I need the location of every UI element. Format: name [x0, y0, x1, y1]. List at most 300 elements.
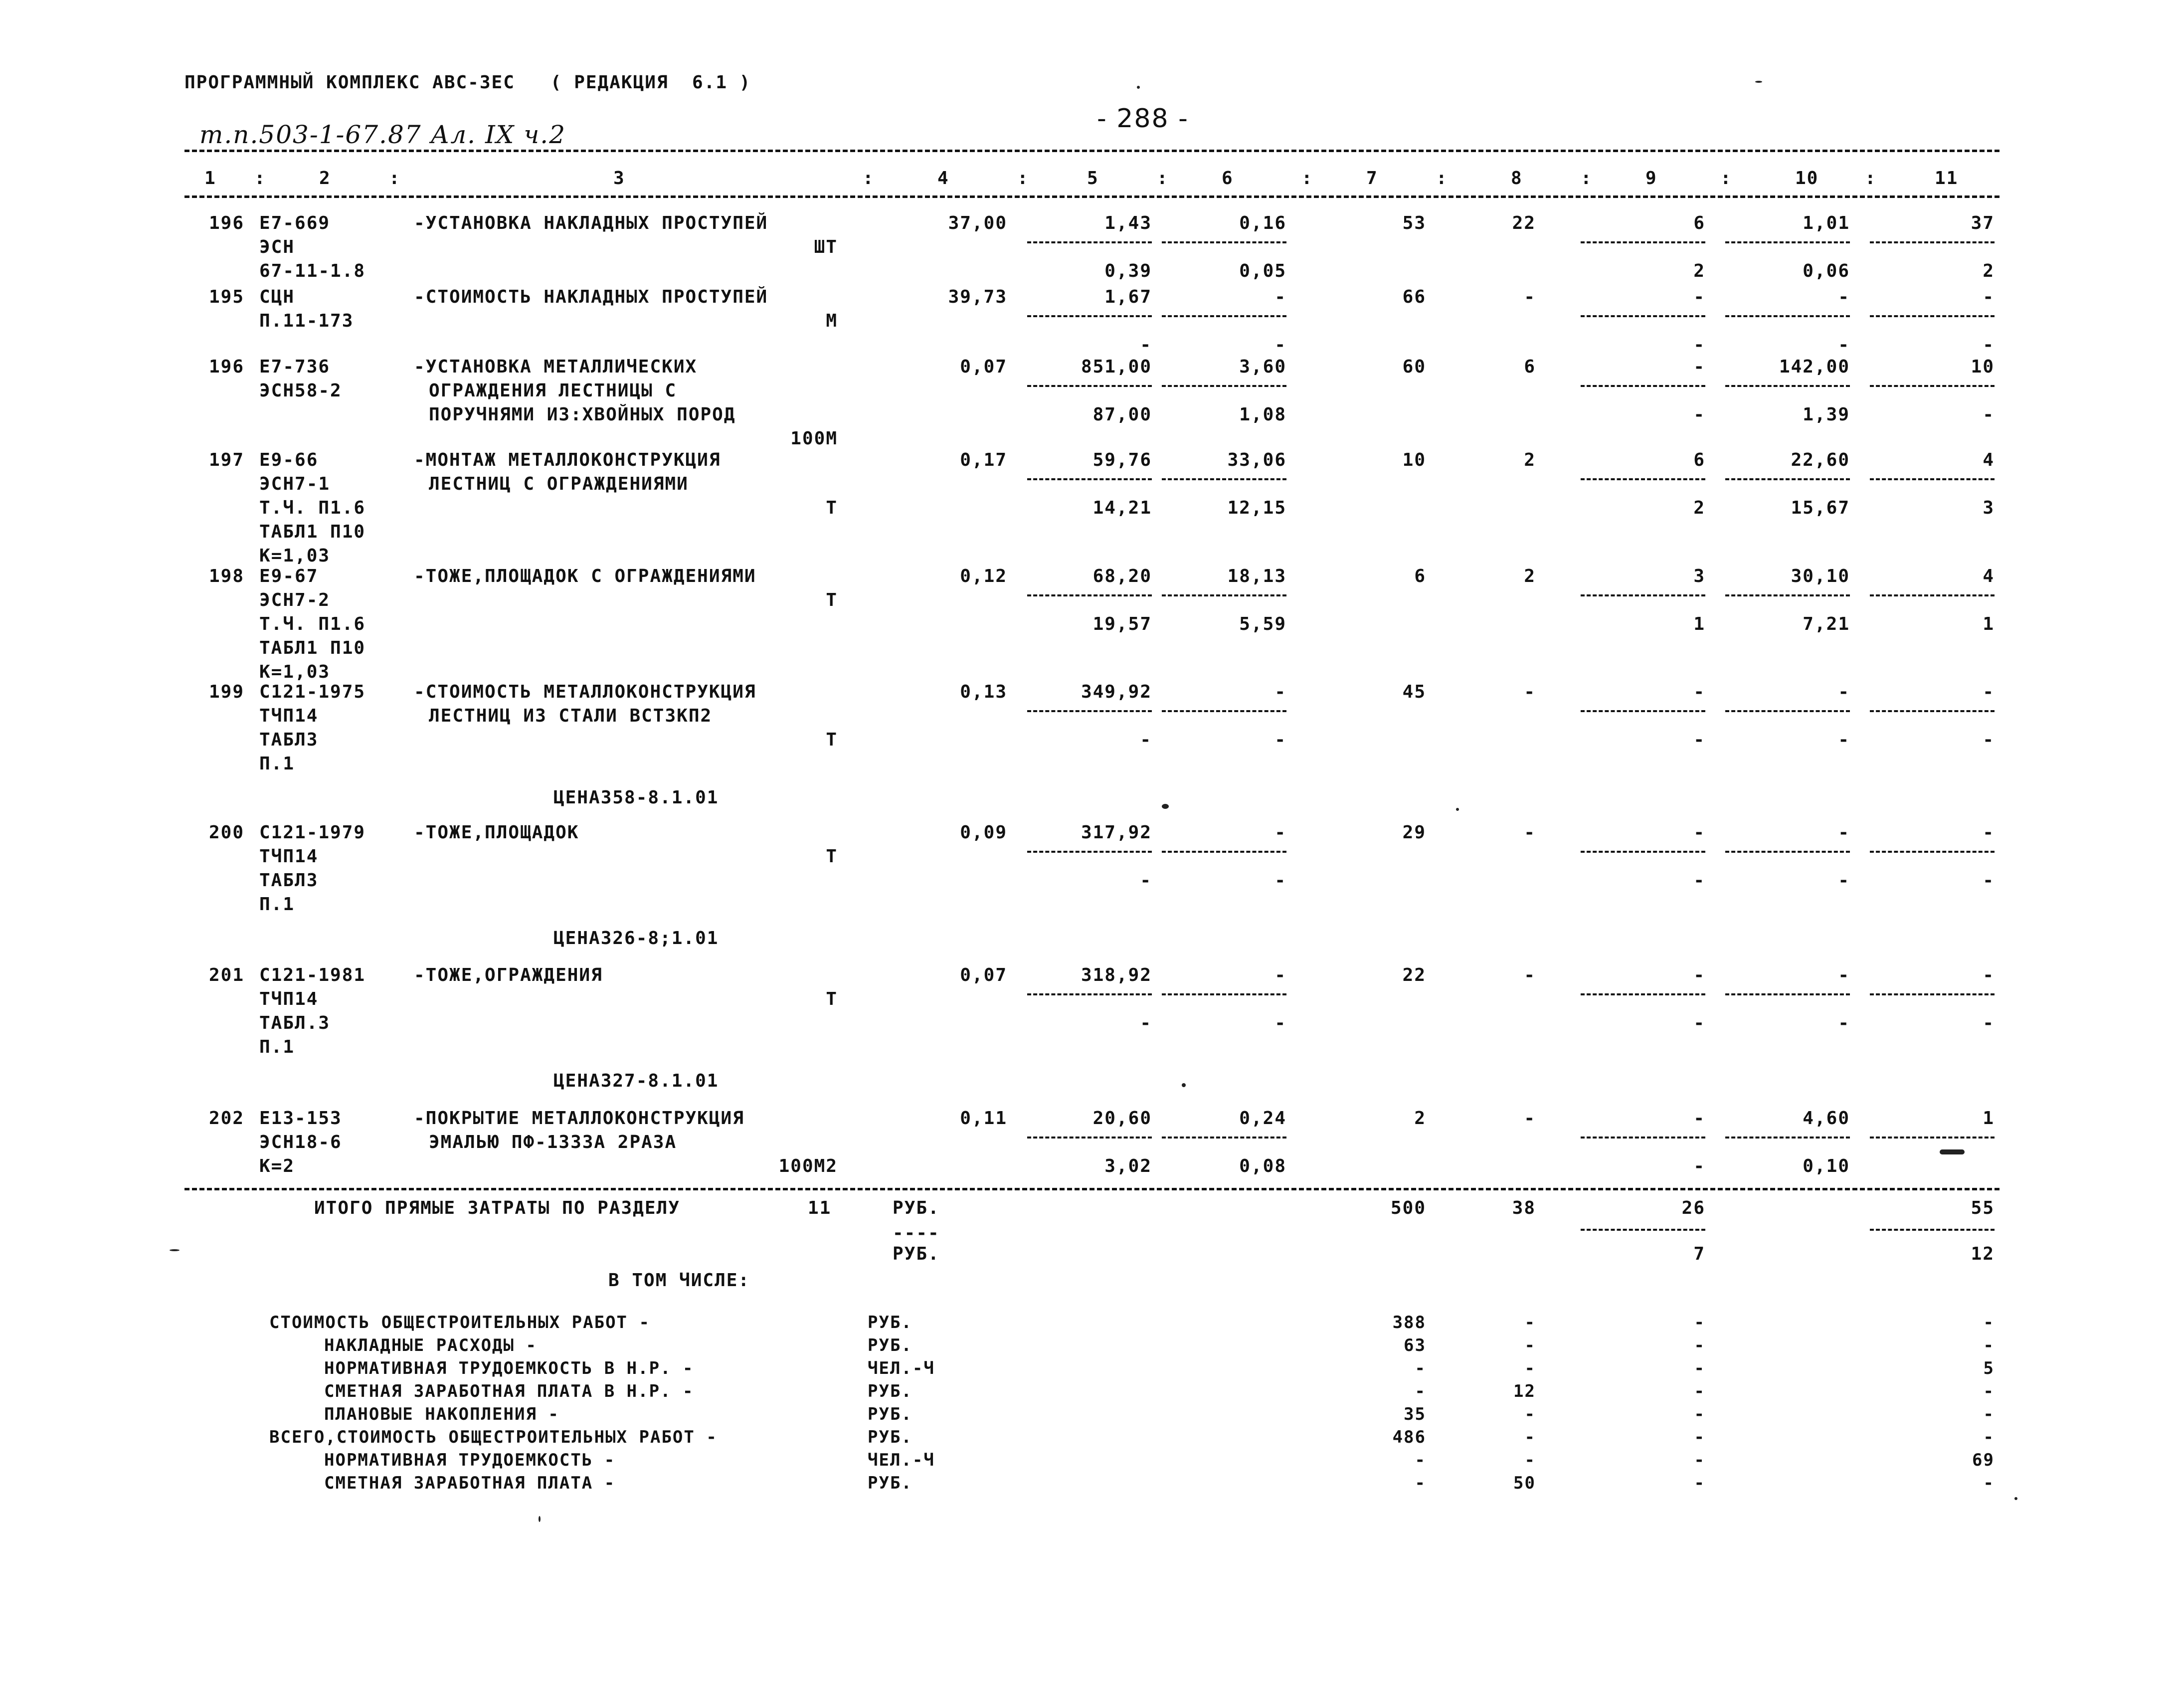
- row-quantity: 0,07: [960, 965, 1007, 985]
- breakdown-label: СМЕТНАЯ ЗАРАБОТНАЯ ПЛАТА В Н.Р. -: [324, 1381, 694, 1401]
- totals-label: ИТОГО ПРЯМЫЕ ЗАТРАТЫ ПО РАЗДЕЛУ: [314, 1198, 680, 1218]
- breakdown-label: НОРМАТИВНАЯ ТРУДОЕМКОСТЬ -: [324, 1450, 616, 1470]
- row-unit: 100М: [790, 428, 838, 449]
- row-c6-top: -: [1274, 682, 1286, 702]
- scan-speck: [170, 1249, 180, 1251]
- breakdown-col8: -: [1524, 1358, 1536, 1378]
- breakdown-col9: -: [1694, 1358, 1705, 1378]
- row-c9-top: 3: [1693, 566, 1705, 586]
- breakdown-unit: РУБ.: [868, 1335, 912, 1355]
- row-c6-top: 0,24: [1239, 1108, 1286, 1129]
- row-c9-bottom: -: [1693, 1156, 1705, 1176]
- column-number-2: 2: [319, 168, 331, 189]
- breakdown-col7: -: [1415, 1381, 1426, 1401]
- row-c10-rule: [1725, 710, 1850, 712]
- row-price-reference: ЦЕНА327-8.1.01: [553, 1071, 719, 1091]
- column-separator: :: [1157, 168, 1169, 189]
- row-col7: 53: [1402, 213, 1426, 233]
- row-c10-bottom: -: [1838, 730, 1850, 750]
- row-code-line: Т.Ч. П1.6: [259, 614, 366, 634]
- row-name-line: -ПОКРЫТИЕ МЕТАЛЛОКОНСТРУКЦИЯ: [414, 1108, 744, 1129]
- breakdown-unit: ЧЕЛ.-Ч: [868, 1358, 935, 1378]
- row-col7: 2: [1414, 1108, 1426, 1129]
- row-c10-top: -: [1838, 822, 1850, 843]
- row-c9-top: -: [1693, 287, 1705, 307]
- row-code-line: К=2: [259, 1156, 295, 1176]
- row-c9-bottom: -: [1693, 1013, 1705, 1033]
- row-code-line: ЭСН58-2: [259, 380, 342, 401]
- row-c6-top: 3,60: [1239, 357, 1286, 377]
- row-c5-bottom: 0,39: [1104, 261, 1152, 281]
- row-code-line: Е13-153: [259, 1108, 342, 1129]
- column-number-6: 6: [1222, 168, 1234, 189]
- breakdown-col8: -: [1524, 1450, 1536, 1470]
- row-c11-bottom: -: [1983, 870, 1995, 891]
- row-c6-bottom: -: [1274, 1013, 1286, 1033]
- row-c9-rule: [1581, 385, 1705, 387]
- scan-speck: [1755, 81, 1762, 83]
- row-c10-top: 22,60: [1791, 450, 1850, 470]
- row-quantity: 0,07: [960, 357, 1007, 377]
- row-c5-rule: [1027, 241, 1152, 243]
- totals-col11-bottom: 12: [1971, 1244, 1995, 1264]
- row-col7: 6: [1414, 566, 1426, 586]
- row-c10-rule: [1725, 851, 1850, 853]
- row-c11-bottom: -: [1983, 1013, 1995, 1033]
- row-c11-top: 4: [1983, 450, 1995, 470]
- row-name-line: ОГРАЖДЕНИЯ ЛЕСТНИЦЫ С: [429, 380, 677, 401]
- row-c9-rule: [1581, 851, 1705, 853]
- breakdown-col11: -: [1983, 1313, 1995, 1332]
- row-c6-rule: [1162, 478, 1286, 480]
- row-name-line: ЛЕСТНИЦ ИЗ СТАЛИ ВСТЗКП2: [429, 706, 713, 726]
- row-code-line: С121-1979: [259, 822, 366, 843]
- breakdown-col9: -: [1694, 1450, 1705, 1470]
- breakdown-col9: -: [1694, 1335, 1705, 1355]
- row-name-line: ЭМАЛЬЮ ПФ-133ЗА 2РАЗА: [429, 1132, 677, 1152]
- row-c5-rule: [1027, 710, 1152, 712]
- row-quantity: 0,11: [960, 1108, 1007, 1129]
- row-name-line: -СТОИМОСТЬ НАКЛАДНЫХ ПРОСТУПЕЙ: [414, 287, 768, 307]
- row-code-line: 67-11-1.8: [259, 261, 366, 281]
- row-number: 195: [208, 287, 244, 307]
- row-c9-rule: [1581, 1137, 1705, 1139]
- row-c6-rule: [1162, 385, 1286, 387]
- row-c10-rule: [1725, 241, 1850, 243]
- row-name-line: -МОНТАЖ МЕТАЛЛОКОНСТРУКЦИЯ: [414, 450, 721, 470]
- row-c10-rule: [1725, 315, 1850, 317]
- breakdown-label: НАКЛАДНЫЕ РАСХОДЫ -: [324, 1335, 537, 1355]
- row-c10-rule: [1725, 594, 1850, 596]
- breakdown-col9: -: [1694, 1473, 1705, 1493]
- breakdown-col7: -: [1415, 1450, 1426, 1470]
- scan-speck: [1162, 804, 1169, 809]
- row-name-line: -ТОЖЕ,ОГРАЖДЕНИЯ: [414, 965, 603, 985]
- row-c11-rule: [1870, 478, 1995, 480]
- row-c10-top: 30,10: [1791, 566, 1850, 586]
- header-top-rule: [184, 150, 1999, 152]
- row-c10-top: 4,60: [1803, 1108, 1850, 1129]
- row-c10-rule: [1725, 1137, 1850, 1139]
- row-col8: 2: [1524, 450, 1536, 470]
- row-code-line: ТАБЛ1 П10: [259, 522, 366, 542]
- row-name-line: ПОРУЧНЯМИ ИЗ:ХВОЙНЫХ ПОРОД: [429, 404, 736, 425]
- row-col8: 6: [1524, 357, 1536, 377]
- row-c11-rule: [1870, 241, 1995, 243]
- row-number: 197: [208, 450, 244, 470]
- row-c6-top: 0,16: [1239, 213, 1286, 233]
- breakdown-unit: РУБ.: [868, 1473, 912, 1493]
- row-c6-bottom: -: [1274, 870, 1286, 891]
- row-c6-bottom: 0,05: [1239, 261, 1286, 281]
- row-code-line: ЭСН18-6: [259, 1132, 342, 1152]
- row-c9-bottom: 2: [1693, 498, 1705, 518]
- column-number-3: 3: [613, 168, 625, 189]
- breakdown-col9: -: [1694, 1381, 1705, 1401]
- column-separator: :: [1017, 168, 1029, 189]
- breakdown-col8: -: [1524, 1404, 1536, 1424]
- row-c5-top: 59,76: [1092, 450, 1152, 470]
- column-number-4: 4: [937, 168, 949, 189]
- column-separator: :: [1301, 168, 1313, 189]
- scan-speck: [2014, 1497, 2017, 1500]
- row-c10-bottom: -: [1838, 1013, 1850, 1033]
- row-c6-rule: [1162, 315, 1286, 317]
- breakdown-col9: -: [1694, 1313, 1705, 1332]
- row-c5-rule: [1027, 993, 1152, 995]
- totals-unit-2: РУБ.: [893, 1244, 940, 1264]
- scan-speck: [1182, 1083, 1186, 1087]
- breakdown-label: ПЛАНОВЫЕ НАКОПЛЕНИЯ -: [324, 1404, 559, 1424]
- column-separator: :: [1436, 168, 1448, 189]
- row-c9-top: -: [1693, 1108, 1705, 1129]
- row-c9-bottom: 1: [1693, 614, 1705, 634]
- row-c6-bottom: 12,15: [1227, 498, 1286, 518]
- totals-col9-rule: [1581, 1229, 1705, 1231]
- column-separator: :: [389, 168, 401, 189]
- breakdown-col7: 388: [1392, 1313, 1426, 1332]
- row-col8: -: [1524, 682, 1536, 702]
- row-c10-bottom: -: [1838, 335, 1850, 355]
- row-price-reference: ЦЕНА326-8;1.01: [553, 928, 719, 949]
- row-c9-rule: [1581, 241, 1705, 243]
- row-c5-top: 20,60: [1092, 1108, 1152, 1129]
- column-number-10: 10: [1795, 168, 1819, 189]
- row-code-line: ТЧП14: [259, 706, 319, 726]
- row-c5-top: 318,92: [1081, 965, 1152, 985]
- row-code-line: П.1: [259, 1037, 295, 1057]
- row-c11-top: 1: [1983, 1108, 1995, 1129]
- row-c6-top: -: [1274, 287, 1286, 307]
- breakdown-unit: ЧЕЛ.-Ч: [868, 1450, 935, 1470]
- column-separator: :: [1581, 168, 1593, 189]
- row-c10-top: 1,01: [1803, 213, 1850, 233]
- totals-unit-sep: ----: [893, 1223, 940, 1243]
- totals-section-number: 11: [808, 1198, 832, 1218]
- breakdown-col9: -: [1694, 1404, 1705, 1424]
- breakdown-col11: -: [1983, 1381, 1995, 1401]
- row-number: 199: [208, 682, 244, 702]
- row-c10-rule: [1725, 993, 1850, 995]
- breakdown-label: СМЕТНАЯ ЗАРАБОТНАЯ ПЛАТА -: [324, 1473, 616, 1493]
- row-c9-bottom: -: [1693, 335, 1705, 355]
- scan-speck: [1456, 808, 1459, 811]
- row-c5-top: 349,92: [1081, 682, 1152, 702]
- row-c5-bottom: -: [1140, 335, 1152, 355]
- row-c11-bottom: 3: [1983, 498, 1995, 518]
- row-c11-rule: [1870, 594, 1995, 596]
- breakdown-col8: 50: [1513, 1473, 1536, 1493]
- row-c6-bottom: 0,08: [1239, 1156, 1286, 1176]
- row-c11-top: 37: [1971, 213, 1995, 233]
- row-code-line: К=1,03: [259, 546, 331, 566]
- page-number: - 288 -: [1097, 104, 1189, 134]
- row-c10-bottom: 15,67: [1791, 498, 1850, 518]
- row-c6-bottom: -: [1274, 335, 1286, 355]
- row-number: 200: [208, 822, 244, 843]
- row-name-line: -ТОЖЕ,ПЛОЩАДОК: [414, 822, 579, 843]
- breakdown-col8: -: [1524, 1427, 1536, 1447]
- column-number-11: 11: [1935, 168, 1959, 189]
- row-unit: Т: [826, 730, 838, 750]
- totals-unit-1: РУБ.: [893, 1198, 940, 1218]
- column-separator: :: [1720, 168, 1732, 189]
- breakdown-col9: -: [1694, 1427, 1705, 1447]
- row-code-line: ЭСН: [259, 237, 295, 257]
- row-c5-rule: [1027, 851, 1152, 853]
- breakdown-unit: РУБ.: [868, 1404, 912, 1424]
- row-number: 201: [208, 965, 244, 985]
- scan-speck: [1137, 86, 1140, 89]
- row-col8: -: [1524, 1108, 1536, 1129]
- row-unit: Т: [826, 498, 838, 518]
- row-c9-top: -: [1693, 965, 1705, 985]
- row-c5-rule: [1027, 315, 1152, 317]
- project-reference: т.п.503-1-67.87 Ал. IX ч.2: [199, 120, 566, 149]
- row-c5-bottom: 3,02: [1104, 1156, 1152, 1176]
- row-c9-top: 6: [1693, 450, 1705, 470]
- breakdown-col11: 69: [1972, 1450, 1995, 1470]
- row-c11-top: -: [1983, 682, 1995, 702]
- row-name-line: ЛЕСТНИЦ С ОГРАЖДЕНИЯМИ: [429, 474, 689, 494]
- row-c6-rule: [1162, 851, 1286, 853]
- row-price-reference: ЦЕНА358-8.1.01: [553, 787, 719, 808]
- row-col7: 10: [1402, 450, 1426, 470]
- breakdown-label: ВСЕГО,СТОИМОСТЬ ОБЩЕСТРОИТЕЛЬНЫХ РАБОТ -: [269, 1427, 718, 1447]
- row-c5-rule: [1027, 1137, 1152, 1139]
- row-col7: 60: [1402, 357, 1426, 377]
- row-c5-bottom: 14,21: [1092, 498, 1152, 518]
- scan-speck: [1940, 1149, 1965, 1154]
- row-c11-rule: [1870, 315, 1995, 317]
- column-number-8: 8: [1511, 168, 1523, 189]
- row-c10-bottom: 7,21: [1803, 614, 1850, 634]
- breakdown-label: СТОИМОСТЬ ОБЩЕСТРОИТЕЛЬНЫХ РАБОТ -: [269, 1313, 650, 1332]
- header-bottom-rule: [184, 195, 1999, 198]
- row-c6-top: 18,13: [1227, 566, 1286, 586]
- row-code-line: ЭСН7-2: [259, 590, 331, 610]
- row-col8: -: [1524, 965, 1536, 985]
- row-c11-rule: [1870, 710, 1995, 712]
- breakdown-col7: 63: [1404, 1335, 1426, 1355]
- row-code-line: Т.Ч. П1.6: [259, 498, 366, 518]
- row-quantity: 0,09: [960, 822, 1007, 843]
- row-c11-rule: [1870, 851, 1995, 853]
- totals-col8: 38: [1512, 1198, 1536, 1218]
- row-c9-rule: [1581, 594, 1705, 596]
- row-name-line: -УСТАНОВКА НАКЛАДНЫХ ПРОСТУПЕЙ: [414, 213, 768, 233]
- row-c5-top: 851,00: [1081, 357, 1152, 377]
- totals-col11-top: 55: [1971, 1198, 1995, 1218]
- row-c5-top: 317,92: [1081, 822, 1152, 843]
- row-col8: -: [1524, 822, 1536, 843]
- row-c6-rule: [1162, 594, 1286, 596]
- row-code-line: ТАБЛ3: [259, 730, 319, 750]
- body-bottom-rule: [184, 1188, 1999, 1190]
- row-c5-top: 68,20: [1092, 566, 1152, 586]
- breakdown-col8: 12: [1513, 1381, 1536, 1401]
- breakdown-label: НОРМАТИВНАЯ ТРУДОЕМКОСТЬ В Н.Р. -: [324, 1358, 694, 1378]
- row-c10-bottom: -: [1838, 870, 1850, 891]
- row-c11-top: -: [1983, 965, 1995, 985]
- row-c5-bottom: -: [1140, 870, 1152, 891]
- row-c6-rule: [1162, 993, 1286, 995]
- row-c5-top: 1,43: [1104, 213, 1152, 233]
- row-c6-bottom: 5,59: [1239, 614, 1286, 634]
- row-c10-rule: [1725, 385, 1850, 387]
- row-code-line: П.11-173: [259, 311, 354, 331]
- row-code-line: ТАБЛ.3: [259, 1013, 331, 1033]
- row-unit: Т: [826, 846, 838, 867]
- row-c10-top: -: [1838, 965, 1850, 985]
- row-code-line: ТЧП14: [259, 846, 319, 867]
- row-c11-bottom: -: [1983, 335, 1995, 355]
- row-c5-rule: [1027, 478, 1152, 480]
- row-name-line: -ТОЖЕ,ПЛОЩАДОК С ОГРАЖДЕНИЯМИ: [414, 566, 756, 586]
- column-number-9: 9: [1645, 168, 1657, 189]
- row-col8: 22: [1512, 213, 1536, 233]
- including-label: В ТОМ ЧИСЛЕ:: [608, 1270, 750, 1291]
- row-c11-top: 10: [1971, 357, 1995, 377]
- row-c11-bottom: 2: [1983, 261, 1995, 281]
- row-c11-rule: [1870, 385, 1995, 387]
- row-c11-rule: [1870, 993, 1995, 995]
- breakdown-col11: -: [1983, 1404, 1995, 1424]
- row-name-line: -УСТАНОВКА МЕТАЛЛИЧЕСКИХ: [414, 357, 698, 377]
- totals-col7: 500: [1390, 1198, 1426, 1218]
- row-c9-rule: [1581, 315, 1705, 317]
- breakdown-col7: -: [1415, 1358, 1426, 1378]
- totals-col9-bottom: 7: [1693, 1244, 1705, 1264]
- breakdown-col11: -: [1983, 1473, 1995, 1493]
- row-col7: 45: [1402, 682, 1426, 702]
- breakdown-unit: РУБ.: [868, 1313, 912, 1332]
- row-unit: Т: [826, 590, 838, 610]
- breakdown-col7: -: [1415, 1473, 1426, 1493]
- row-c11-bottom: 1: [1983, 614, 1995, 634]
- row-quantity: 0,17: [960, 450, 1007, 470]
- row-c6-bottom: 1,08: [1239, 404, 1286, 425]
- totals-col9-top: 26: [1681, 1198, 1705, 1218]
- row-col7: 22: [1402, 965, 1426, 985]
- breakdown-unit: РУБ.: [868, 1427, 912, 1447]
- breakdown-col8: -: [1524, 1335, 1536, 1355]
- row-c10-top: -: [1838, 287, 1850, 307]
- row-quantity: 0,13: [960, 682, 1007, 702]
- breakdown-col7: 35: [1404, 1404, 1426, 1424]
- row-c5-rule: [1027, 385, 1152, 387]
- row-code-line: К=1,03: [259, 662, 331, 682]
- row-c9-top: -: [1693, 357, 1705, 377]
- row-c11-bottom: -: [1983, 404, 1995, 425]
- totals-col11-rule: [1870, 1229, 1995, 1231]
- row-c6-rule: [1162, 710, 1286, 712]
- breakdown-col8: -: [1524, 1313, 1536, 1332]
- breakdown-col7: 486: [1392, 1427, 1426, 1447]
- row-quantity: 0,12: [960, 566, 1007, 586]
- row-name-line: -СТОИМОСТЬ МЕТАЛЛОКОНСТРУКЦИЯ: [414, 682, 756, 702]
- row-c9-rule: [1581, 710, 1705, 712]
- row-c11-top: -: [1983, 287, 1995, 307]
- breakdown-col11: -: [1983, 1427, 1995, 1447]
- row-code-line: СЦН: [259, 287, 295, 307]
- row-c9-bottom: -: [1693, 870, 1705, 891]
- row-code-line: ТЧП14: [259, 989, 319, 1009]
- row-code-line: П.1: [259, 894, 295, 915]
- row-c9-rule: [1581, 478, 1705, 480]
- row-number: 202: [208, 1108, 244, 1129]
- column-separator: :: [1865, 168, 1877, 189]
- row-c9-top: 6: [1693, 213, 1705, 233]
- row-code-line: ЭСН7-1: [259, 474, 331, 494]
- row-code-line: ТАБЛ3: [259, 870, 319, 891]
- row-code-line: Е9-67: [259, 566, 319, 586]
- row-code-line: Е7-669: [259, 213, 331, 233]
- breakdown-unit: РУБ.: [868, 1381, 912, 1401]
- column-number-5: 5: [1087, 168, 1099, 189]
- row-c10-rule: [1725, 478, 1850, 480]
- row-col7: 29: [1402, 822, 1426, 843]
- row-c5-rule: [1027, 594, 1152, 596]
- row-c11-bottom: -: [1983, 730, 1995, 750]
- row-col8: -: [1524, 287, 1536, 307]
- breakdown-col11: 5: [1983, 1358, 1995, 1378]
- row-c9-bottom: -: [1693, 404, 1705, 425]
- row-c6-rule: [1162, 241, 1286, 243]
- row-c6-top: -: [1274, 965, 1286, 985]
- row-c9-top: -: [1693, 682, 1705, 702]
- row-code-line: П.1: [259, 754, 295, 774]
- program-header: ПРОГРАММНЫЙ КОМПЛЕКС АВС-ЗЕС ( РЕДАКЦИЯ 6.1 ): [184, 72, 751, 93]
- row-code-line: ТАБЛ1 П10: [259, 638, 366, 658]
- row-c9-bottom: 2: [1693, 261, 1705, 281]
- row-c11-top: 4: [1983, 566, 1995, 586]
- row-c5-bottom: 19,57: [1092, 614, 1152, 634]
- column-number-7: 7: [1366, 168, 1378, 189]
- row-unit: М: [826, 311, 838, 331]
- breakdown-col11: -: [1983, 1335, 1995, 1355]
- row-c11-top: -: [1983, 822, 1995, 843]
- row-c6-bottom: -: [1274, 730, 1286, 750]
- row-c5-bottom: 87,00: [1092, 404, 1152, 425]
- row-c6-top: -: [1274, 822, 1286, 843]
- row-c6-top: 33,06: [1227, 450, 1286, 470]
- row-c5-bottom: -: [1140, 1013, 1152, 1033]
- row-code-line: С121-1981: [259, 965, 366, 985]
- row-c11-rule: [1870, 1137, 1995, 1139]
- column-separator: :: [254, 168, 266, 189]
- row-unit: ШТ: [814, 237, 838, 257]
